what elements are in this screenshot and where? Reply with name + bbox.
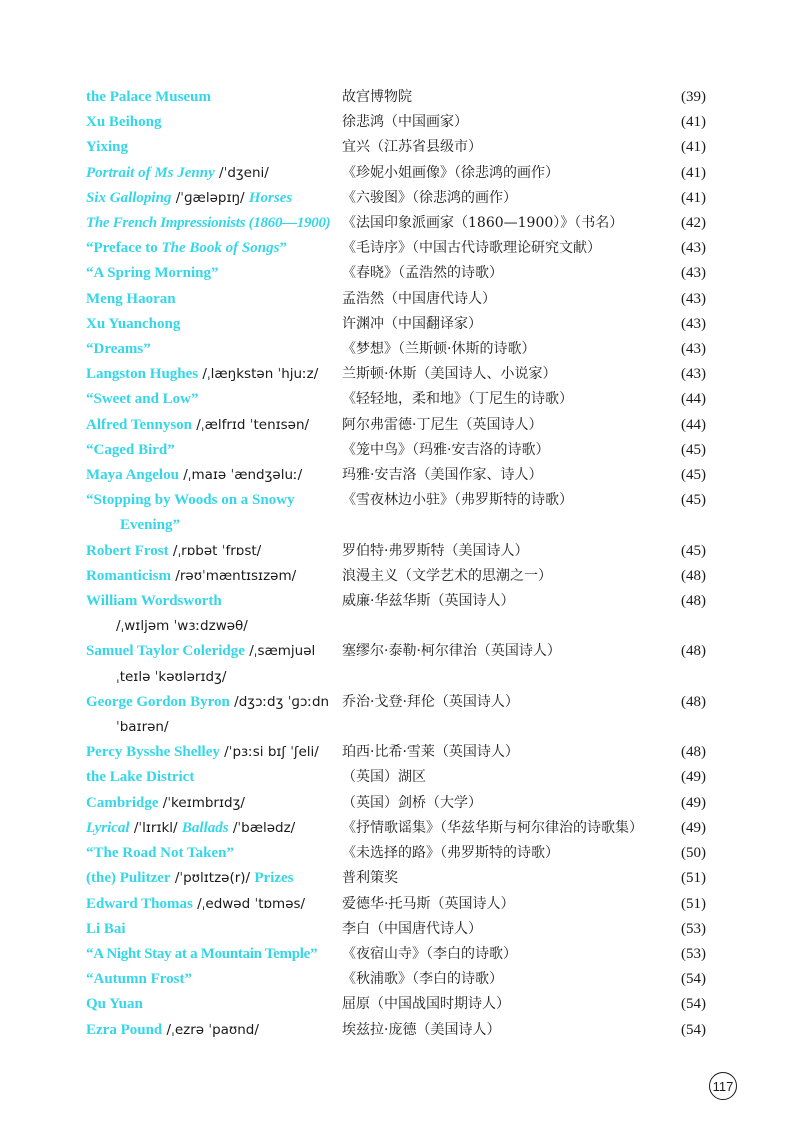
entry-translation: 兰斯顿·休斯（美国诗人、小说家） — [342, 366, 557, 383]
glossary-entry — [86, 312, 706, 337]
entry-page-ref: (51) — [681, 870, 706, 887]
glossary-entry — [86, 362, 706, 387]
entry-translation: 《秋浦歌》（李白的诗歌） — [342, 971, 503, 988]
entry-page-ref: (48) — [681, 593, 706, 610]
entry-page-ref: (43) — [681, 290, 706, 307]
page-number: 117 — [709, 1072, 737, 1100]
glossary-entry — [86, 236, 706, 261]
entry-page-ref: (53) — [681, 945, 706, 962]
entry-pronunciation: /ˈɡæləpɪŋ/ — [171, 189, 249, 206]
entry-term: Cambridge — [86, 794, 159, 811]
entry-translation: 《珍妮小姐画像》（徐悲鸿的画作） — [342, 164, 559, 181]
entry-page-ref: (39) — [681, 89, 706, 105]
glossary-entry — [86, 413, 706, 438]
entry-translation: 许渊冲（中国翻译家） — [342, 315, 482, 332]
glossary-list — [86, 85, 706, 1043]
glossary-entry — [86, 791, 706, 816]
glossary-entry — [86, 841, 706, 866]
entry-term: Lyrical — [86, 819, 130, 836]
entry-pronunciation-cont: /ˈbælədz/ — [228, 819, 296, 836]
entry-term: Samuel Taylor Coleridge — [86, 643, 245, 660]
glossary-entry — [86, 917, 706, 942]
entry-term: Edward Thomas — [86, 895, 193, 912]
entry-term-title: The Book of Songs — [161, 240, 280, 257]
entry-pronunciation: /ˈkeɪmbrɪdʒ/ — [158, 794, 245, 811]
entry-pronunciation: /dʒɔːdʒ ˈɡɔːdn — [229, 693, 330, 710]
glossary-entry — [86, 639, 706, 689]
entry-pronunciation: /ˌælfrɪd ˈtenɪsən/ — [192, 416, 310, 433]
entry-term-close: ” — [279, 240, 287, 257]
entry-pronunciation: /ˌlæŋkstən ˈhjuːz/ — [198, 366, 319, 383]
entry-page-ref: (45) — [681, 492, 706, 509]
entry-term: “Dreams” — [86, 341, 151, 358]
entry-translation: 《未选择的路》（弗罗斯特的诗歌） — [342, 845, 559, 862]
entry-term: Portrait of Ms Jenny — [86, 164, 215, 181]
entry-page-ref: (41) — [681, 164, 706, 181]
entry-page-ref: (49) — [681, 819, 706, 836]
entry-page-ref: (54) — [681, 1021, 706, 1038]
entry-translation: （英国）剑桥（大学） — [342, 794, 482, 811]
glossary-entry — [86, 387, 706, 412]
glossary-entry — [86, 135, 706, 160]
entry-page-ref: (49) — [681, 769, 706, 786]
entry-translation: 《抒情歌谣集》（华兹华斯与柯尔律治的诗歌集） — [342, 819, 643, 836]
glossary-entry — [86, 463, 706, 488]
entry-pronunciation-cont: ˌteɪlə ˈkəʊlərɪdʒ/ — [116, 668, 227, 685]
entry-page-ref: (43) — [681, 341, 706, 358]
entry-term: “Stopping by Woods on a Snowy — [86, 492, 295, 509]
entry-page-ref: (48) — [681, 693, 706, 710]
entry-translation: 故宫博物院 — [342, 89, 412, 105]
entry-pronunciation: /ˈpɜːsi bɪʃ ˈʃeli/ — [219, 744, 319, 761]
entry-page-ref: (54) — [681, 996, 706, 1013]
entry-page-ref: (49) — [681, 794, 706, 811]
entry-page-ref: (50) — [681, 845, 706, 862]
entry-page-ref: (54) — [681, 971, 706, 988]
entry-translation: （英国）湖区 — [342, 769, 426, 786]
entry-term: “A Night Stay at a Mountain Temple” — [86, 945, 318, 962]
glossary-entry — [86, 110, 706, 135]
entry-pronunciation: /ˌwɪljəm ˈwɜːdzwəθ/ — [116, 618, 248, 635]
entry-term: “Autumn Frost” — [86, 971, 192, 988]
glossary-entry — [86, 992, 706, 1017]
entry-translation: 屈原（中国战国时期诗人） — [342, 996, 510, 1013]
entry-page-ref: (41) — [681, 114, 706, 131]
entry-translation: 《毛诗序》（中国古代诗歌理论研究文献） — [342, 240, 601, 257]
entry-translation: 阿尔弗雷德·丁尼生（英国诗人） — [342, 416, 543, 433]
entry-pronunciation: /ˈpʊlɪtzə(r)/ — [170, 870, 255, 887]
entry-pronunciation: /ˈlɪrɪkl/ — [129, 819, 182, 836]
entry-page-ref: (43) — [681, 265, 706, 282]
entry-pronunciation: /ˈdʒeni/ — [214, 164, 269, 181]
entry-translation: 《轻轻地，柔和地》（丁尼生的诗歌） — [342, 391, 573, 408]
entry-term: Xu Beihong — [86, 114, 162, 131]
entry-page-ref: (44) — [681, 391, 706, 408]
entry-term: Robert Frost — [86, 542, 169, 559]
entry-term: Li Bai — [86, 920, 126, 937]
entry-page-ref: (51) — [681, 895, 706, 912]
entry-page-ref: (45) — [681, 441, 706, 458]
entry-page-ref: (45) — [681, 542, 706, 559]
entry-translation: 威廉·华兹华斯（英国诗人） — [342, 593, 515, 610]
glossary-entry — [86, 690, 706, 740]
glossary-entry — [86, 337, 706, 362]
entry-translation: 普利策奖 — [342, 870, 398, 887]
entry-translation: 徐悲鸿（中国画家） — [342, 114, 468, 131]
glossary-entry — [86, 488, 706, 538]
entry-translation: 爱德华·托马斯（英国诗人） — [342, 895, 515, 912]
entry-translation: 《雪夜林边小驻》（弗罗斯特的诗歌） — [342, 492, 573, 509]
glossary-entry — [86, 589, 706, 639]
glossary-entry — [86, 1018, 706, 1043]
entry-pronunciation: /ˌmaɪə ˈændʒəluː/ — [178, 467, 303, 484]
entry-translation: 《六骏图》（徐悲鸿的画作） — [342, 189, 517, 206]
entry-page-ref: (48) — [681, 643, 706, 660]
entry-term: George Gordon Byron — [86, 693, 230, 710]
entry-term: the Palace Museum — [86, 89, 211, 105]
entry-term: “A Spring Morning” — [86, 265, 219, 282]
entry-term-cont: Horses — [248, 189, 293, 206]
entry-translation: 塞缪尔·泰勒·柯尔律治（英国诗人） — [342, 643, 561, 660]
entry-term: (the) Pulitzer — [86, 870, 171, 887]
entry-translation: 《夜宿山寺》（李白的诗歌） — [342, 945, 517, 962]
entry-page-ref: (48) — [681, 744, 706, 761]
entry-translation: 《春晓》（孟浩然的诗歌） — [342, 265, 503, 282]
glossary-entry — [86, 261, 706, 286]
glossary-entry — [86, 740, 706, 765]
entry-translation: 浪漫主义（文学艺术的思潮之一） — [342, 567, 552, 584]
entry-page-ref: (41) — [681, 139, 706, 156]
entry-term: William Wordsworth — [86, 593, 222, 610]
glossary-entry — [86, 287, 706, 312]
entry-term-cont: Prizes — [254, 870, 294, 887]
entry-translation: 《梦想》（兰斯顿·休斯的诗歌） — [342, 341, 536, 358]
entry-term: “Caged Bird” — [86, 441, 175, 458]
glossary-entry — [86, 892, 706, 917]
glossary-entry — [86, 564, 706, 589]
entry-translation: 罗伯特·弗罗斯特（美国诗人） — [342, 542, 529, 559]
entry-term: Xu Yuanchong — [86, 315, 181, 332]
entry-term: Meng Haoran — [86, 290, 176, 307]
entry-translation: 玛雅·安吉洛（美国作家、诗人） — [342, 467, 543, 484]
entry-translation: 宜兴（江苏省县级市） — [342, 139, 482, 156]
entry-page-ref: (44) — [681, 416, 706, 433]
entry-pronunciation-cont: ˈbaɪrən/ — [116, 719, 169, 736]
entry-translation: 《法国印象派画家（1860—1900）》（书名） — [342, 215, 624, 232]
entry-term: the Lake District — [86, 769, 195, 786]
entry-translation: 珀西·比希·雪莱（英国诗人） — [342, 744, 519, 761]
entry-term: “Preface to — [86, 240, 162, 257]
entry-pronunciation: /ˌedwəd ˈtɒməs/ — [192, 895, 306, 912]
entry-translation: 埃兹拉·庞德（美国诗人） — [342, 1021, 501, 1038]
entry-translation: 李白（中国唐代诗人） — [342, 920, 482, 937]
glossary-entry — [86, 539, 706, 564]
entry-translation: 《笼中鸟》（玛雅·安吉洛的诗歌） — [342, 441, 550, 458]
entry-page-ref: (48) — [681, 567, 706, 584]
entry-term: The French Impressionists (1860—1900) — [86, 215, 331, 232]
entry-page-ref: (43) — [681, 315, 706, 332]
entry-term: Percy Bysshe Shelley — [86, 744, 220, 761]
entry-term: “Sweet and Low” — [86, 391, 199, 408]
entry-term-cont: Evening” — [120, 517, 181, 534]
entry-term-cont: Ballads — [181, 819, 229, 836]
glossary-entry — [86, 438, 706, 463]
entry-translation: 乔治·戈登·拜伦（英国诗人） — [342, 693, 519, 710]
glossary-entry — [86, 765, 706, 790]
glossary-entry — [86, 967, 706, 992]
entry-term: Langston Hughes — [86, 366, 199, 383]
entry-pronunciation: /rəʊˈmæntɪsɪzəm/ — [171, 567, 297, 584]
entry-term: Ezra Pound — [86, 1021, 163, 1038]
entry-page-ref: (42) — [681, 215, 706, 232]
entry-term: Romanticism — [86, 567, 171, 584]
glossary-entry — [86, 942, 706, 967]
entry-term: Alfred Tennyson — [86, 416, 193, 433]
entry-term: “The Road Not Taken” — [86, 845, 234, 862]
entry-translation: 孟浩然（中国唐代诗人） — [342, 290, 496, 307]
glossary-entry — [86, 866, 706, 891]
glossary-entry — [86, 186, 706, 211]
entry-pronunciation: /ˌezrə ˈpaʊnd/ — [162, 1021, 259, 1038]
entry-page-ref: (45) — [681, 467, 706, 484]
glossary-entry — [86, 211, 706, 236]
entry-pronunciation: /ˌrɒbət ˈfrɒst/ — [168, 542, 262, 559]
entry-term: Maya Angelou — [86, 467, 179, 484]
entry-page-ref: (43) — [681, 366, 706, 383]
glossary-entry — [86, 161, 706, 186]
entry-page-ref: (43) — [681, 240, 706, 257]
entry-pronunciation: /ˌsæmjuəl — [244, 643, 316, 660]
glossary-entry — [86, 816, 706, 841]
entry-page-ref: (41) — [681, 189, 706, 206]
entry-term: Six Galloping — [86, 189, 172, 206]
entry-term: Qu Yuan — [86, 996, 143, 1013]
glossary-entry — [86, 85, 706, 110]
entry-page-ref: (53) — [681, 920, 706, 937]
entry-term: Yixing — [86, 139, 128, 156]
